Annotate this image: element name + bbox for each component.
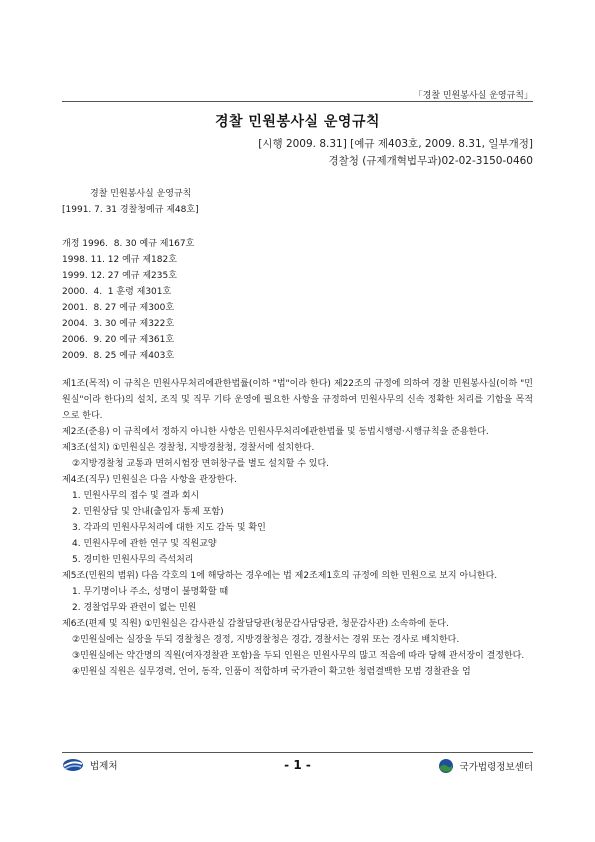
article-2: 제2조(준용) 이 규칙에서 정하지 아니한 사항은 민원사무처리에관한법률 및 동법시행령·시행규칙을 준용한다.: [62, 427, 489, 437]
footer-divider: [62, 752, 533, 753]
article-6-para-1: 제6조(편제 및 직원) ①민원실은 감사관실 감찰담당관(청문감사담당관, 청문감사관) 소속하에 둔다.: [62, 619, 449, 629]
article-4-item: 2. 민원상담 및 안내(출입자 통제 포함): [72, 507, 224, 517]
history-row: 2000. 4. 1 훈령 제301호: [62, 287, 172, 297]
article-6-para-3: ③민원실에는 약간명의 직원(여자경찰관 포함)을 두되 인원은 민원사무의 많고 적음에 따라 당해 관서장이 결정한다.: [72, 651, 525, 661]
article-5-item: 2. 경찰업무와 관련이 없는 민원: [72, 603, 197, 613]
history-row: 1999. 12. 27 예규 제235호: [62, 271, 177, 281]
article-4-item: 1. 민원사무의 접수 및 결과 회시: [72, 491, 200, 501]
article-5-item: 1. 무기명이나 주소, 성명이 불명확할 때: [72, 587, 229, 597]
article-3-para-2: ②지방경찰청 교통과 면허시험장 면허창구를 별도 설치할 수 있다.: [72, 459, 330, 469]
article-4: 제4조(직무) 민원실은 다음 사항을 관장한다.: [62, 475, 237, 485]
articles-body: [62, 376, 533, 680]
article-4-item: 3. 각과의 민원사무처리에 대한 지도 감독 및 확인: [72, 523, 266, 533]
header-divider: [62, 101, 533, 102]
article-4-item: 4. 민원사무에 관한 연구 및 직원교양: [72, 539, 217, 549]
footer-agency-label: 법제처: [90, 761, 118, 772]
amendment-history: [62, 236, 533, 364]
article-6-para-4: ④민원실 직원은 실무경력, 언어, 동작, 인품이 적합하며 국가관이 확고한 청렴결백한 모범 경찰관을 엄: [72, 667, 471, 677]
header-document-tag: 「경찰 민원봉사실 운영규칙」: [413, 91, 533, 101]
footer-right: [438, 758, 533, 774]
article-5: 제5조(민원의 범위) 다음 각호의 1에 해당하는 경우에는 법 제2조제1호의 규정에 의한 민원으로 보지 아니한다.: [62, 571, 498, 581]
enforcement-info: [시행 2009. 8.31] [예규 제403호, 2009. 8.31, 일부개정]: [258, 138, 533, 150]
article-3-para-1: 제3조(설치) ①민원실은 경찰청, 지방경찰청, 경찰서에 설치한다.: [62, 443, 315, 453]
history-row: 2009. 8. 25 예규 제403호: [62, 351, 175, 361]
history-row: 개정 1996. 8. 30 예규 제167호: [62, 239, 195, 249]
history-row: 2006. 9. 20 예규 제361호: [62, 335, 175, 345]
law-center-logo-icon: [438, 758, 454, 774]
history-row: 2001. 8. 27 예규 제300호: [62, 303, 175, 313]
original-name: 경찰 민원봉사실 운영규칙: [90, 189, 192, 199]
original-enactment: [62, 186, 533, 218]
history-row: 1998. 11. 12 예규 제182호: [62, 255, 177, 265]
article-4-item: 5. 경미한 민원사무의 즉석처리: [72, 555, 194, 565]
original-enact-date: [1991. 7. 31 경찰청예규 제48호]: [62, 205, 199, 215]
agency-contact: 경찰청 (규제개혁법무과)02-02-3150-0460: [328, 155, 533, 167]
article-1: 제1조(목적) 이 규칙은 민원사무처리에관한법률(이하 "법"이라 한다) 제22조의 규정에 의하여 경찰 민원봉사실(이하 "민원실"이라 한다)의 설치, 조직 및 직무 기타 운영에 필요한 사항을 규정하여 민원사무의 신속 정확한 처리를 기함을 목적으로 한다.: [62, 379, 533, 421]
document-title: 경찰 민원봉사실 운영규칙: [214, 114, 380, 130]
page-footer: [62, 758, 533, 780]
footer-center-label: 국가법령정보센터: [459, 762, 533, 773]
history-row: 2004. 3. 30 예규 제322호: [62, 319, 175, 329]
page-number: - 1 -: [284, 758, 311, 772]
article-6-para-2: ②민원실에는 실장을 두되 경찰청은 경정, 지방경찰청은 경감, 경찰서는 경위 또는 경사로 배치한다.: [72, 635, 460, 645]
